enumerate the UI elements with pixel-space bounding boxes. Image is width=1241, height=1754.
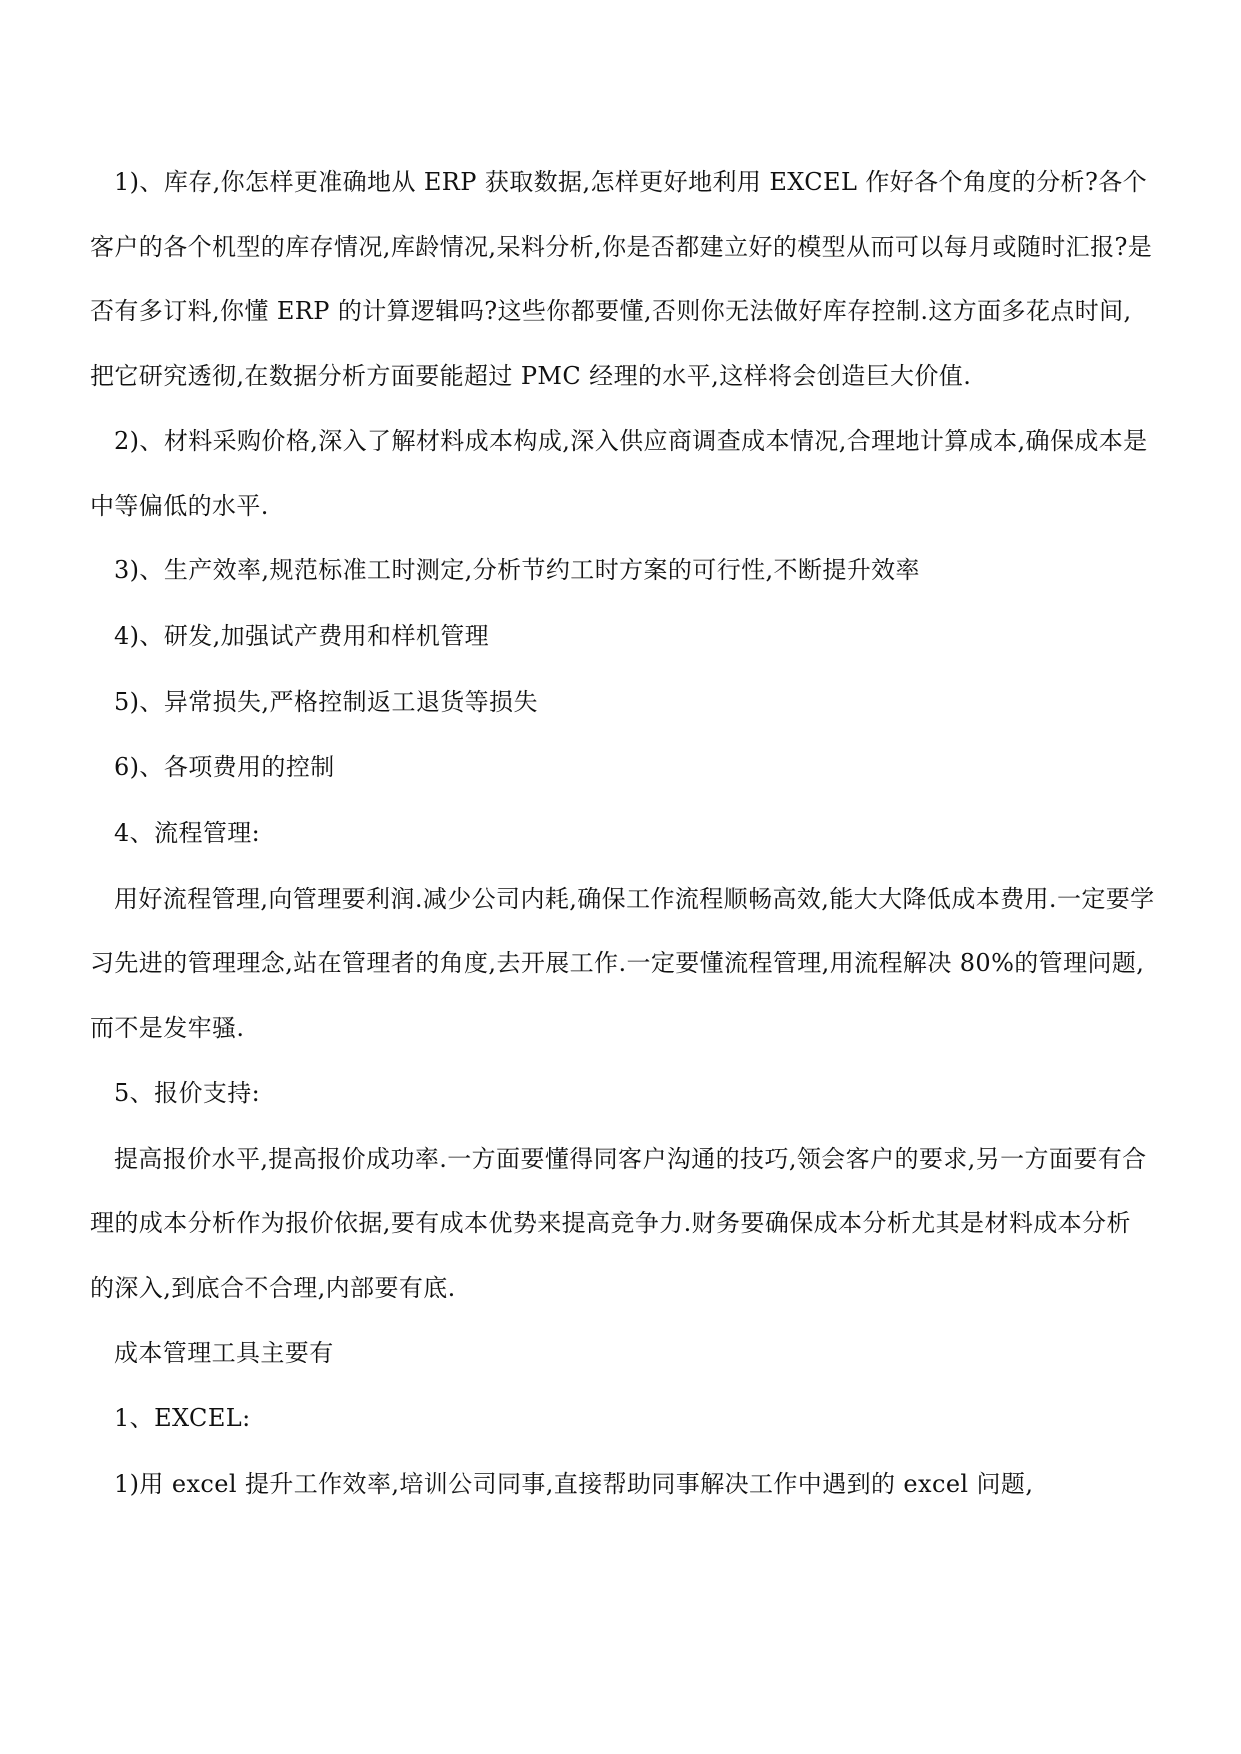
heading-excel: 1、EXCEL: <box>114 1404 251 1433</box>
paragraph-research-development: 4)、研发,加强试产费用和样机管理 <box>114 621 490 650</box>
paragraph-expense-control: 6)、各项费用的控制 <box>114 753 335 782</box>
paragraph-process-management: 用好流程管理,向管理要利润.减少公司内耗,确保工作流程顺畅高效,能大大降低成本费用.一定要学习先进的管理理念,站在管理者的角度,去开展工作.一定要懂流程管理,用流程解决 80%的管理问题,而不是发牢骚. <box>90 884 1155 1043</box>
document-body <box>90 150 1155 1518</box>
paragraph-material-pricing: 2)、材料采购价格,深入了解材料成本构成,深入供应商调查成本情况,合理地计算成本,确保成本是中等偏低的水平. <box>90 426 1148 520</box>
paragraph-inventory: 1)、库存,你怎样更准确地从 ERP 获取数据,怎样更好地利用 EXCEL 作好各个角度的分析?各个客户的各个机型的库存情况,库龄情况,呆料分析,你是否都建立好的模型从而可以每月或随时汇报?是否有多订料,你懂 ERP 的计算逻辑吗?这些你都要懂,否则你无法做好库存控制.这方面多花点时间,把它研究透彻,在数据分析方面要能超过 PMC 经理的水平,这样将会创造巨大价值. <box>90 168 1153 391</box>
paragraph-abnormal-loss: 5)、异常损失,严格控制返工退货等损失 <box>114 687 538 716</box>
heading-cost-tools: 成本管理工具主要有 <box>114 1338 334 1367</box>
paragraph-excel-efficiency: 1)用 excel 提升工作效率,培训公司同事,直接帮助同事解决工作中遇到的 excel 问题, <box>114 1470 1034 1499</box>
heading-process-management: 4、流程管理: <box>114 819 261 848</box>
paragraph-production-efficiency: 3)、生产效率,规范标准工时测定,分析节约工时方案的可行性,不断提升效率 <box>114 556 920 585</box>
paragraph-quote-support: 提高报价水平,提高报价成功率.一方面要懂得同客户沟通的技巧,领会客户的要求,另一方面要有合理的成本分析作为报价依据,要有成本优势来提高竞争力.财务要确保成本分析尤其是材料成本分析的深入,到底合不合理,内部要有底. <box>90 1144 1147 1302</box>
heading-quote-support: 5、报价支持: <box>114 1078 261 1107</box>
